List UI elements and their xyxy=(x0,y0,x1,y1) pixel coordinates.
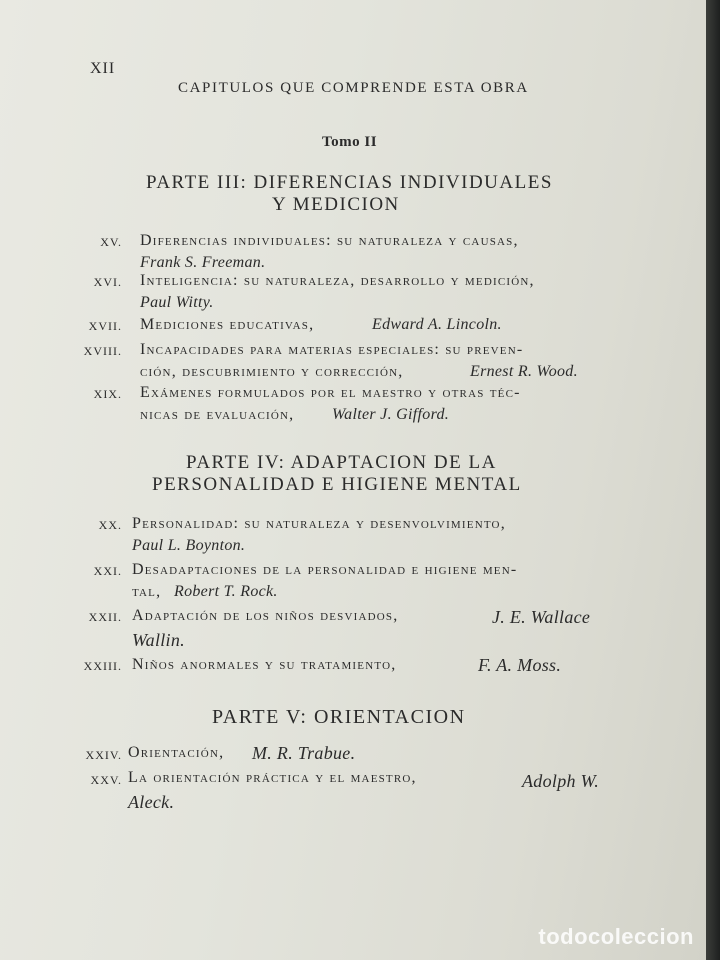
chapter-title: Adaptación de los niños desviados, xyxy=(132,607,399,624)
chapter-number: XVII. xyxy=(88,319,122,333)
part-title: PARTE IV: ADAPTACION DE LA xyxy=(186,452,497,473)
chapter-author: Wallin. xyxy=(132,630,185,650)
volume-heading: Tomo II xyxy=(322,134,378,150)
book-edge xyxy=(706,0,720,960)
chapter-title: ción, descubrimiento y corrección, xyxy=(140,363,404,380)
chapter-author: J. E. Wallace xyxy=(492,607,591,627)
chapter-author: Adolph W. xyxy=(522,771,600,791)
chapter-title: La orientación práctica y el maestro, xyxy=(128,769,417,786)
chapter-number: XXII. xyxy=(88,610,122,624)
chapter-author: Paul L. Boynton. xyxy=(132,537,246,554)
watermark: todocoleccion xyxy=(538,924,694,949)
chapter-number: XVI. xyxy=(93,275,122,289)
part-title: PERSONALIDAD E HIGIENE MENTAL xyxy=(152,474,522,495)
chapter-number: XXI. xyxy=(93,564,122,578)
chapter-number: XX. xyxy=(98,518,122,532)
part-title: Y MEDICION xyxy=(272,194,400,215)
chapter-number: XXV. xyxy=(90,773,122,787)
chapter-author: Paul Witty. xyxy=(140,294,214,311)
chapter-title: Orientación, xyxy=(128,744,225,761)
chapter-author: Ernest R. Wood. xyxy=(470,363,578,380)
chapter-title: Exámenes formulados por el maestro y otras téc- xyxy=(140,384,521,401)
chapter-author: Edward A. Lincoln. xyxy=(372,316,502,333)
chapter-author: Walter J. Gifford. xyxy=(332,406,450,423)
chapter-title: Mediciones educativas, xyxy=(140,316,315,333)
chapter-title: Personalidad: su naturaleza y desenvolvimiento, xyxy=(132,515,506,532)
chapter-title: tal, xyxy=(132,583,162,600)
chapter-number: XIX. xyxy=(93,387,122,401)
chapter-author: M. R. Trabue. xyxy=(252,743,356,763)
chapter-title: Incapacidades para materias especiales: su preven- xyxy=(140,341,524,358)
chapter-author: Robert T. Rock. xyxy=(174,583,278,600)
chapter-title: Inteligencia: su naturaleza, desarrollo y medición, xyxy=(140,272,535,289)
part-title: PARTE V: ORIENTACION xyxy=(212,706,466,728)
chapter-title: Desadaptaciones de la personalidad e higiene men- xyxy=(132,561,518,578)
chapter-title: Diferencias individuales: su naturaleza y causas, xyxy=(140,232,519,249)
chapter-number: XXIV. xyxy=(85,748,122,762)
part-title: PARTE III: DIFERENCIAS INDIVIDUALES xyxy=(146,172,553,193)
chapter-number: XXIII. xyxy=(83,659,122,673)
chapter-author: F. A. Moss. xyxy=(478,655,562,675)
running-title: CAPITULOS QUE COMPRENDE ESTA OBRA xyxy=(178,80,529,96)
page-number: XII xyxy=(90,60,116,77)
chapter-title: nicas de evaluación, xyxy=(140,406,295,423)
chapter-author: Frank S. Freeman. xyxy=(140,254,266,271)
chapter-author: Aleck. xyxy=(128,792,175,812)
chapter-number: XV. xyxy=(100,235,122,249)
chapter-title: Niños anormales y su tratamiento, xyxy=(132,656,397,673)
chapter-number: XVIII. xyxy=(83,344,122,358)
